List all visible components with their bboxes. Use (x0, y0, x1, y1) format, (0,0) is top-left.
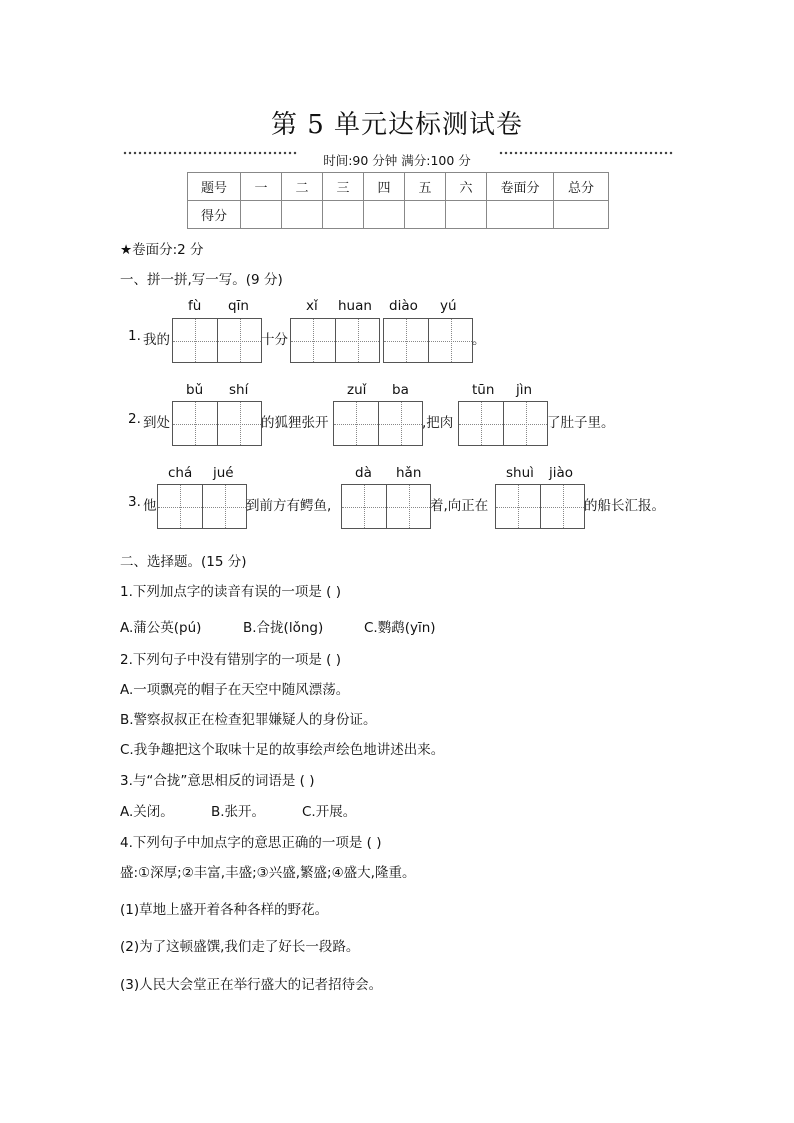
score-input-cell[interactable] (323, 201, 364, 229)
score-input-cell[interactable] (554, 201, 609, 229)
score-table-header-row (188, 173, 609, 201)
pinyin: bǔ (186, 382, 204, 398)
table-cell: 二 (282, 173, 323, 201)
pinyin: yú (440, 298, 457, 314)
tianzige-box[interactable] (341, 484, 431, 529)
option-b[interactable]: B.合拢(lǒng) (243, 620, 324, 636)
score-table (187, 172, 609, 229)
sentence-text: 了肚子里。 (547, 415, 615, 431)
exam-meta: 时间:90 分钟 满分:100 分 (323, 153, 471, 168)
question-text: 4.下列句子中加点字的意思正确的一项是 ( ) (120, 835, 382, 851)
sentence-text: 到处 (143, 415, 170, 431)
option-b[interactable]: B.张开。 (211, 804, 266, 820)
score-input-cell[interactable] (446, 201, 487, 229)
score-input-cell[interactable] (282, 201, 323, 229)
pinyin: shuì (506, 465, 534, 481)
option-c[interactable]: C.开展。 (302, 804, 357, 820)
tianzige-box[interactable] (172, 318, 262, 363)
question-number: 2. (128, 411, 141, 427)
sentence-text: ,把肉 (422, 415, 454, 431)
score-table-score-row (188, 201, 609, 229)
option-a[interactable]: A.蒲公英(pú) (120, 620, 202, 636)
tianzige-box[interactable] (157, 484, 247, 529)
tianzige-box[interactable] (495, 484, 585, 529)
sentence-text: 他 (143, 498, 157, 514)
sentence-text: 的船长汇报。 (584, 498, 665, 514)
neatness-notice: ★卷面分:2 分 (120, 242, 204, 258)
sentence-item: (1)草地上盛开着各种各样的野花。 (120, 902, 329, 918)
pinyin: xǐ (306, 298, 318, 314)
sentence-text: 我的 (143, 332, 170, 348)
table-cell: 总分 (554, 173, 609, 201)
section-heading: 二、选择题。(15 分) (120, 554, 247, 570)
option-c[interactable]: C.鹦鹉(yīn) (364, 620, 436, 636)
sentence-text: 十分 (261, 332, 288, 348)
pinyin: zuǐ (347, 382, 367, 398)
score-input-cell[interactable] (364, 201, 405, 229)
tianzige-box[interactable] (383, 318, 473, 363)
sentence-text: 。 (472, 332, 486, 348)
table-cell: 一 (241, 173, 282, 201)
question-text: 3.与“合拢”意思相反的词语是 ( ) (120, 773, 315, 789)
pinyin: ba (392, 382, 409, 398)
tianzige-box[interactable] (333, 401, 423, 446)
score-input-cell[interactable] (241, 201, 282, 229)
page-title: 第 5 单元达标测试卷 (270, 110, 524, 140)
table-cell: 三 (323, 173, 364, 201)
option-a[interactable]: A.一项飘亮的帽子在天空中随风漂荡。 (120, 682, 350, 698)
option-b[interactable]: B.警察叔叔正在检查犯罪嫌疑人的身份证。 (120, 712, 377, 728)
pinyin: jìn (516, 382, 533, 398)
table-cell: 卷面分 (487, 173, 554, 201)
sentence-text: 到前方有鳄鱼, (246, 498, 332, 514)
tianzige-box[interactable] (458, 401, 548, 446)
pinyin: jiào (549, 465, 574, 481)
pinyin: fù (188, 298, 202, 314)
pinyin: hǎn (396, 465, 422, 481)
sentence-text: 着,向正在 (430, 498, 489, 514)
tianzige-box[interactable] (172, 401, 262, 446)
pinyin: diào (389, 298, 418, 314)
question-number: 1. (128, 328, 141, 344)
table-cell: 得分 (188, 201, 241, 229)
option-a[interactable]: A.关闭。 (120, 804, 174, 820)
score-input-cell[interactable] (405, 201, 446, 229)
table-cell: 题号 (188, 173, 241, 201)
pinyin: jué (213, 465, 234, 481)
tianzige-box[interactable] (290, 318, 380, 363)
pinyin: tūn (472, 382, 495, 398)
pinyin: shí (229, 382, 249, 398)
section-heading: 一、拼一拼,写一写。(9 分) (120, 272, 283, 288)
sentence-item: (2)为了这顿盛馔,我们走了好长一段路。 (120, 939, 360, 955)
table-cell: 四 (364, 173, 405, 201)
pinyin: chá (168, 465, 193, 481)
question-text: 2.下列句子中没有错别字的一项是 ( ) (120, 652, 341, 668)
sentence-item: (3)人民大会堂正在举行盛大的记者招待会。 (120, 977, 383, 993)
question-number: 3. (128, 494, 141, 510)
table-cell: 六 (446, 173, 487, 201)
definition-text: 盛:①深厚;②丰富,丰盛;③兴盛,繁盛;④盛大,隆重。 (120, 865, 416, 881)
pinyin: qīn (228, 298, 249, 314)
table-cell: 五 (405, 173, 446, 201)
pinyin: huan (338, 298, 372, 314)
option-c[interactable]: C.我争趣把这个取味十足的故事绘声绘色地讲述出来。 (120, 742, 445, 758)
score-input-cell[interactable] (487, 201, 554, 229)
sentence-text: 的狐狸张开 (261, 415, 329, 431)
question-text: 1.下列加点字的读音有误的一项是 ( ) (120, 584, 341, 600)
pinyin: dà (355, 465, 372, 481)
